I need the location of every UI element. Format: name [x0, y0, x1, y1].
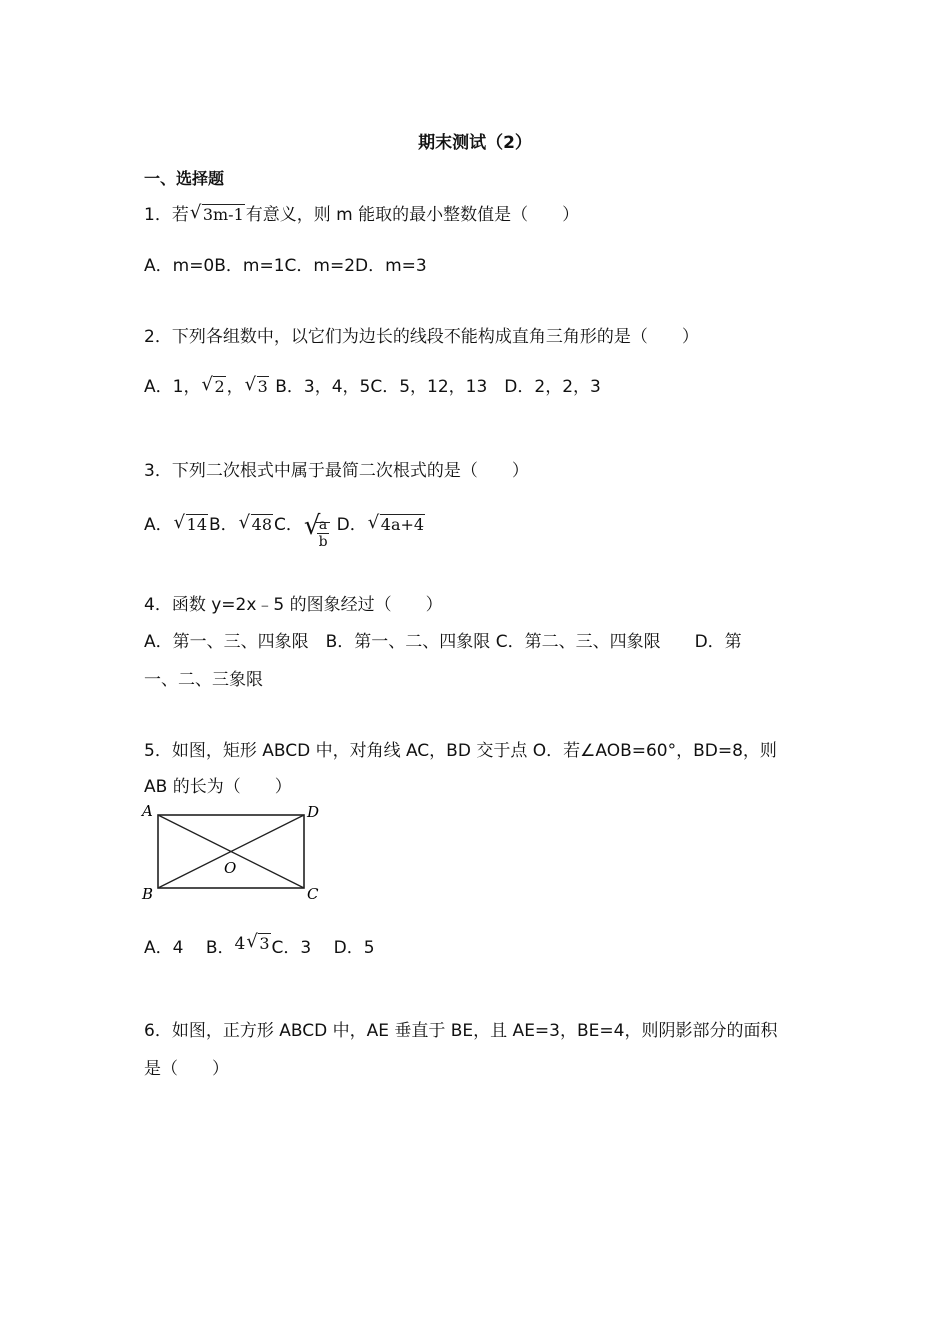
rectangle-figure	[140, 800, 330, 905]
question-1-options: A．m=0B．m=1C．m=2D．m=3	[144, 256, 427, 276]
label-b: B	[142, 885, 154, 903]
question-5-options: A．4 B．4 √ 3 C．3 D．5	[144, 931, 375, 958]
question-5-stem-2: AB 的长为（ ）	[144, 777, 292, 797]
q3-radical-frac: √ $\frac{a}{b}$	[304, 517, 330, 550]
q2-radical-2: √ 2	[201, 374, 225, 396]
question-2-stem: 2．下列各组数中，以它们为边长的线段不能构成直角三角形的是（ ）	[144, 327, 699, 347]
question-3-options: A． √ 14 B． √ 48 C． √ $\frac{a}{b}$ D． √ 4a+4	[144, 511, 425, 550]
question-5-stem-1: 5．如图，矩形 ABCD 中，对角线 AC，BD 交于点 O．若∠AOB=60°，BD=8，则	[144, 741, 777, 761]
q1-suffix: 有意义，则 m 能取的最小整数值是（ ）	[245, 205, 580, 225]
label-d: D	[307, 803, 320, 821]
question-2-options: A．1， √ 2 ， √ 3 B．3，4，5C．5，12，13 D．2，2，3	[144, 374, 601, 397]
label-a: A	[142, 802, 153, 820]
q3-radical-4a4: √ 4a+4	[367, 512, 425, 534]
page-title: 期末测试（2）	[418, 133, 532, 153]
question-6-stem-1: 6．如图，正方形 ABCD 中，AE 垂直于 BE，且 AE=3，BE=4，则阴影部分的面积	[144, 1021, 778, 1041]
section-heading: 一、选择题	[144, 169, 225, 188]
question-3-stem: 3．下列二次根式中属于最简二次根式的是（ ）	[144, 461, 529, 481]
question-4-options-1: A．第一、三、四象限 B．第一、二、四象限 C．第二、三、四象限 D．第	[144, 632, 742, 652]
question-4-options-2: 一、二、三象限	[144, 670, 263, 690]
q3-radical-14: √ 14	[173, 512, 207, 534]
q2-radical-3: √ 3	[244, 374, 268, 396]
label-c: C	[307, 885, 319, 903]
question-4-stem: 4．函数 y=2x﹣5 的图象经过（ ）	[144, 595, 443, 615]
label-o: O	[224, 859, 237, 877]
question-6-stem-2: 是（ ）	[144, 1059, 229, 1079]
question-1-stem	[144, 200, 579, 225]
q1-prefix: 1．若	[144, 205, 189, 225]
q1-radical: √ 3m-1	[189, 202, 244, 224]
q5-radical-3: √ 3	[246, 931, 270, 953]
q3-radical-48: √ 48	[238, 512, 273, 534]
